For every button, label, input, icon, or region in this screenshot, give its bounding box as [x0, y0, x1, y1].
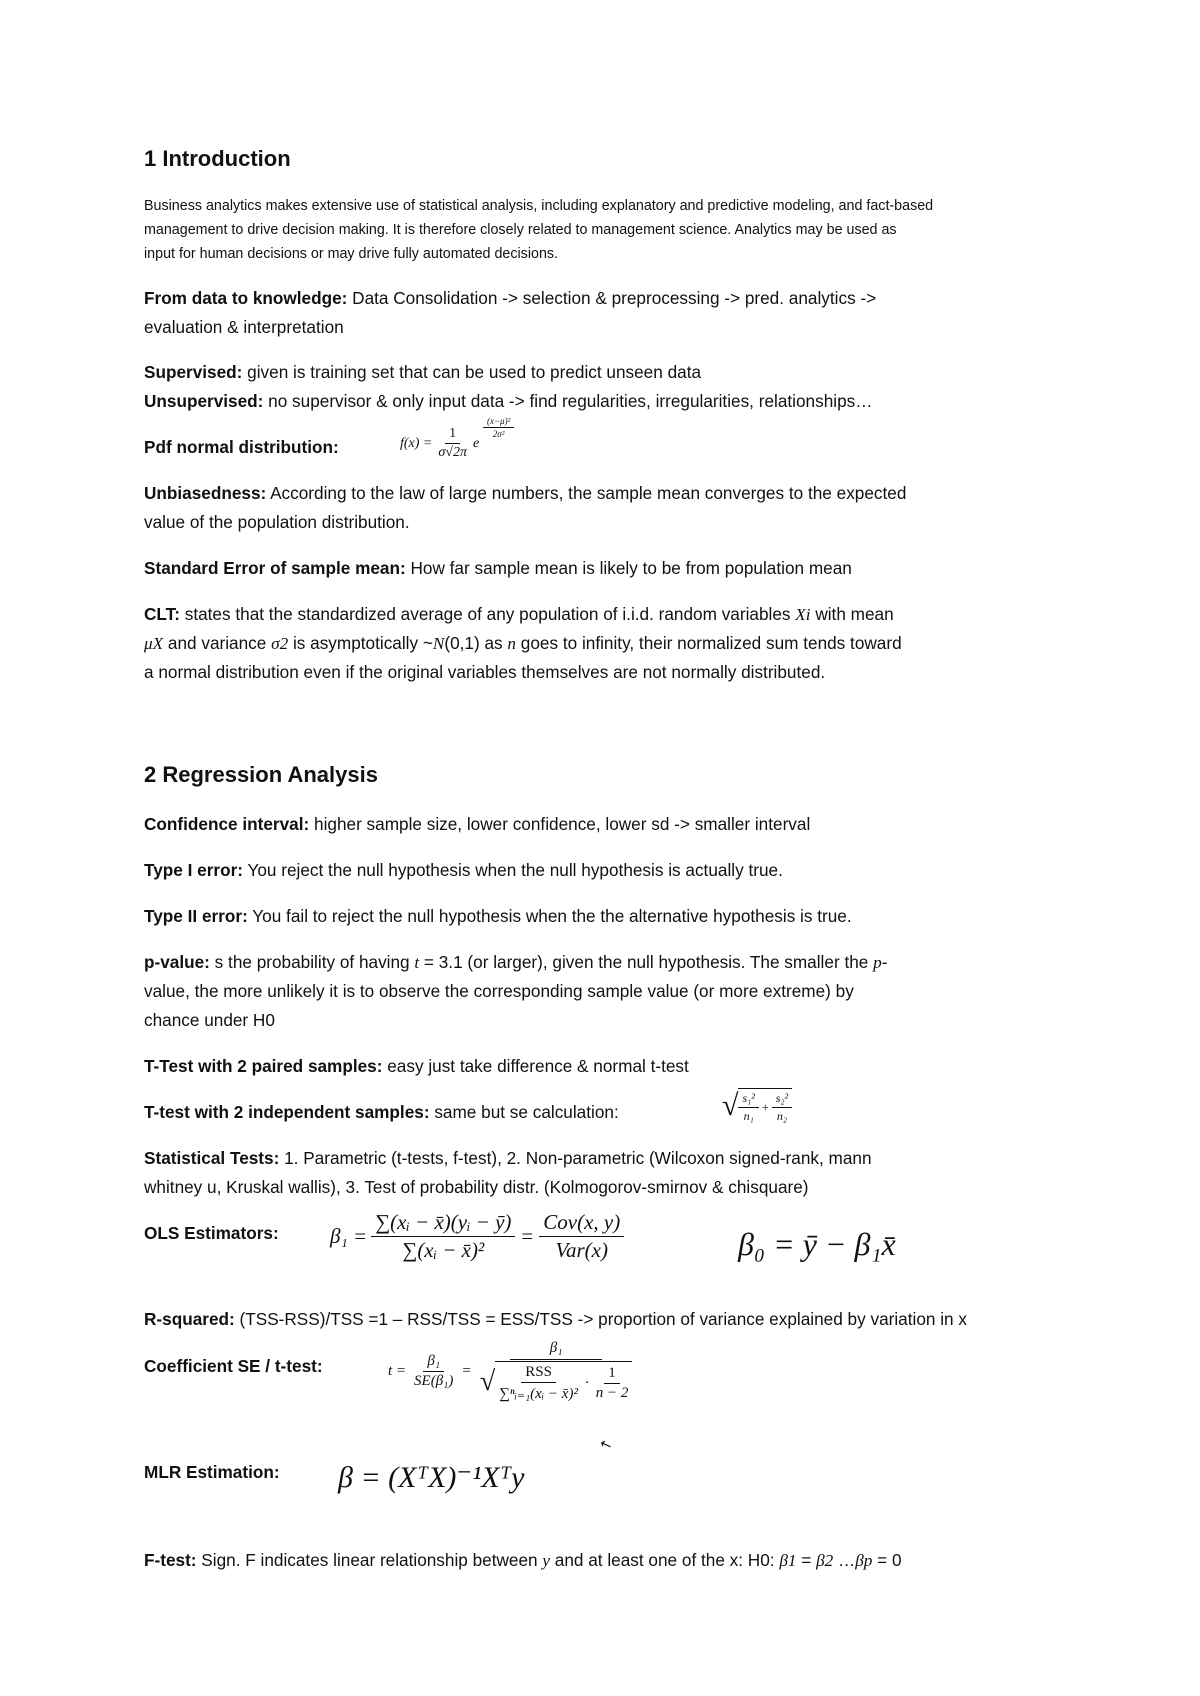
term: Standard Error of sample mean:	[144, 558, 406, 578]
confidence-interval-definition	[144, 810, 810, 839]
var-n-dist: N	[432, 634, 445, 653]
t-eq: =	[462, 1363, 471, 1379]
term: Confidence interval:	[144, 814, 310, 834]
pdf-exponent	[483, 416, 514, 439]
sqrt-sign: √	[722, 1089, 739, 1122]
data-to-knowledge-line-2: evaluation & interpretation	[144, 317, 344, 337]
t-num: β₁	[423, 1353, 444, 1372]
statistical-tests-line-1	[144, 1144, 872, 1173]
ols-num: ∑(xᵢ − x̄)(yᵢ − ȳ)	[371, 1210, 515, 1237]
term: T-Test with 2 paired samples:	[144, 1056, 383, 1076]
se-independent-formula	[722, 1088, 792, 1124]
text: You fail to reject the null hypothesis when the the alternative hypothesis is true.	[247, 906, 852, 926]
var-p: p	[873, 953, 882, 972]
ols-formula	[330, 1210, 624, 1263]
statistical-tests-line-2: whitney u, Kruskal wallis), 3. Test of probability distr. (Kolmogorov-smirnov & chisquare)	[144, 1177, 809, 1197]
rss-frac	[495, 1364, 582, 1403]
clt-line-1	[144, 600, 894, 629]
mlr-formula: β = (XᵀX)⁻¹Xᵀy	[338, 1461, 525, 1494]
clt-line-2	[144, 629, 902, 658]
intro-line-2: management to drive decision making. It is therefore closely related to management science. Analytics may be used as	[144, 222, 897, 238]
pdf-exp-den: 2σ²	[492, 428, 505, 439]
s2: s₂²	[772, 1091, 792, 1108]
t-frac-se	[410, 1353, 457, 1390]
pvalue-line-3: chance under H0	[144, 1010, 275, 1030]
text: =	[796, 1550, 817, 1570]
unsupervised-definition	[144, 387, 872, 416]
pdf-exp	[472, 415, 511, 452]
ols-eq: =	[521, 1224, 534, 1248]
t-den: SE(β₁)	[414, 1373, 454, 1389]
pdf-exp-num: (x−μ)²	[483, 416, 514, 428]
t-den-full	[476, 1360, 636, 1403]
text: easy just take difference & normal t-test	[382, 1056, 689, 1076]
text: According to the law of large numbers, the sample mean converges to the expected	[266, 483, 907, 503]
text: How far sample mean is likely to be from population mean	[405, 558, 852, 578]
pdf-base: e	[472, 435, 480, 451]
text: …	[833, 1550, 856, 1570]
text: (TSS-RSS)/TSS =1 – RSS/TSS = ESS/TSS -> proportion of variance explained by variation in x	[234, 1309, 967, 1329]
ols-var: Var(x)	[555, 1238, 608, 1262]
one: 1	[604, 1365, 620, 1384]
text: 1. Parametric (t-tests, f-test), 2. Non-parametric (Wilcoxon signed-rank, mann	[279, 1148, 872, 1168]
s1: s₁²	[738, 1091, 758, 1108]
ols-frac-sum	[371, 1210, 515, 1263]
text: (0,1) as	[444, 633, 508, 653]
text: given is training set that can be used to predict unseen data	[242, 362, 702, 382]
section-title-regression: 2 Regression Analysis	[144, 762, 378, 787]
var-sigma: σ2	[271, 634, 289, 653]
term: F-test:	[144, 1550, 197, 1570]
var-t: t	[414, 953, 420, 972]
term: MLR Estimation:	[144, 1462, 280, 1482]
text: and variance	[163, 633, 272, 653]
text: s the probability of having	[209, 952, 415, 972]
t-lhs: t =	[388, 1363, 407, 1379]
dot: ·	[584, 1375, 589, 1391]
data-to-knowledge-line-1	[144, 284, 876, 313]
n2: n₂	[776, 1109, 788, 1123]
rss: RSS	[521, 1364, 556, 1383]
intro-line-3: input for human decisions or may drive fully automated decisions.	[144, 246, 559, 262]
section-title-introduction: 1 Introduction	[144, 146, 291, 171]
text: goes to infinity, their normalized sum tends toward	[516, 633, 902, 653]
sqrt-content	[495, 1361, 632, 1403]
term: Supervised:	[144, 362, 243, 382]
text: Data Consolidation -> selection & preprocessing -> pred. analytics ->	[347, 288, 877, 308]
type-2-error-definition	[144, 902, 852, 931]
text: states that the standardized average of any population of i.i.d. random variables	[179, 604, 796, 624]
text: higher sample size, lower confidence, lower sd -> smaller interval	[309, 814, 811, 834]
standard-error-definition	[144, 554, 852, 583]
var-beta1: β1	[779, 1551, 797, 1570]
frac-s2-n2	[772, 1091, 792, 1124]
term: CLT:	[144, 604, 180, 624]
sum: ∑ⁿᵢ₌₁(xᵢ − x̄)²	[499, 1386, 578, 1402]
n-frac	[592, 1365, 633, 1402]
term: Unbiasedness:	[144, 483, 267, 503]
var-n: n	[507, 634, 517, 653]
term: Unsupervised:	[144, 391, 264, 411]
ols-den: ∑(xᵢ − x̄)²	[402, 1238, 485, 1262]
ols-cov: Cov(x, y)	[539, 1210, 624, 1237]
term: Type II error:	[144, 906, 248, 926]
rsquared-definition	[144, 1305, 967, 1334]
term: From data to knowledge:	[144, 288, 348, 308]
text: same but se calculation:	[429, 1102, 619, 1122]
var-betap: βp	[855, 1551, 873, 1570]
term: Statistical Tests:	[144, 1148, 280, 1168]
term: Coefficient SE / t-test:	[144, 1356, 323, 1376]
ols-b0-formula: β₀ = ȳ − β₁x̄	[738, 1226, 896, 1262]
pdf-formula	[400, 415, 511, 461]
plus: +	[761, 1100, 769, 1114]
text: and at least one of the x: H0:	[550, 1550, 780, 1570]
t-num-full: β₁	[510, 1340, 603, 1360]
var-y: y	[542, 1551, 551, 1570]
n1: n₁	[743, 1109, 754, 1123]
term: Pdf normal distribution:	[144, 437, 339, 457]
text: with mean	[810, 604, 894, 624]
ttest-paired-definition	[144, 1052, 689, 1081]
coef-se-term	[144, 1352, 323, 1381]
type-1-error-definition	[144, 856, 783, 885]
pvalue-line-2: value, the more unlikely it is to observe the corresponding sample value (or more extreme) by	[144, 981, 854, 1001]
term: OLS Estimators:	[144, 1223, 279, 1243]
sqrt-content	[738, 1088, 792, 1124]
pdf-den: σ√2π	[438, 445, 467, 460]
mlr-term	[144, 1458, 280, 1487]
t-frac-full	[476, 1340, 636, 1403]
text: = 0	[872, 1550, 902, 1570]
pdf-fraction	[434, 426, 471, 461]
text: = 3.1 (or larger), given the null hypothesis. The smaller the	[419, 952, 874, 972]
coef-se-formula	[388, 1340, 636, 1403]
ttest-independent-definition	[144, 1098, 619, 1127]
text: You reject the null hypothesis when the null hypothesis is actually true.	[243, 860, 783, 880]
pdf-term	[144, 433, 339, 462]
var-beta2: β2	[816, 1551, 834, 1570]
unbiasedness-line-1	[144, 479, 906, 508]
text: -	[881, 952, 888, 972]
ols-frac-cov	[539, 1210, 624, 1263]
var-xi: Xi	[795, 605, 811, 624]
frac-s1-n1	[738, 1091, 758, 1124]
var-mu: μX	[144, 634, 164, 653]
ols-term	[144, 1219, 279, 1248]
supervised-definition	[144, 358, 701, 387]
pvalue-line-1	[144, 948, 887, 977]
term: R-squared:	[144, 1309, 235, 1329]
ols-lhs: β₁ =	[330, 1224, 368, 1248]
pdf-lhs: f(x) =	[400, 435, 433, 451]
unbiasedness-line-2: value of the population distribution.	[144, 512, 410, 532]
clt-line-3: a normal distribution even if the original variables themselves are not normally distributed.	[144, 662, 826, 682]
ftest-definition	[144, 1546, 902, 1575]
nm2: n − 2	[595, 1385, 629, 1401]
intro-line-1: Business analytics makes extensive use of statistical analysis, including explanatory and predictive modeling, and fact-based	[144, 198, 934, 214]
term: Type I error:	[144, 860, 244, 880]
term: T-test with 2 independent samples:	[144, 1102, 430, 1122]
text: is asymptotically ~	[288, 633, 433, 653]
sqrt-sign: √	[479, 1366, 496, 1397]
term: p-value:	[144, 952, 210, 972]
text: no supervisor & only input data -> find regularities, irregularities, relationships…	[263, 391, 873, 411]
pdf-num: 1	[445, 426, 460, 444]
text: Sign. F indicates linear relationship between	[196, 1550, 543, 1570]
arrow-annotation-icon: ↖	[597, 1434, 614, 1454]
